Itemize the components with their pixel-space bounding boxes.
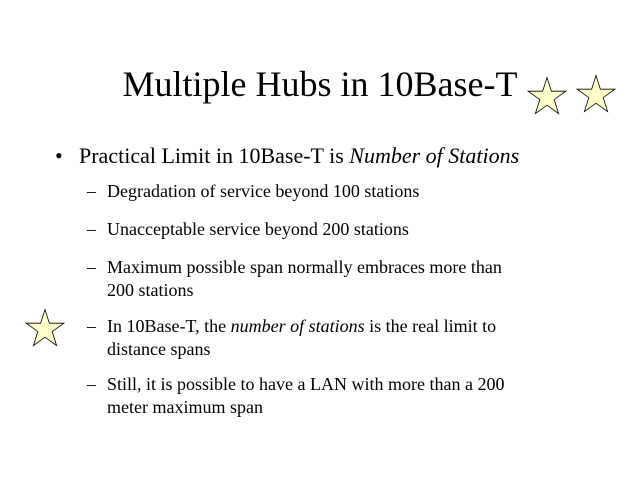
main-bullet-plain: Practical Limit in 10Base-T is xyxy=(79,143,350,168)
main-bullet-italic: Number of Stations xyxy=(349,143,520,168)
sub-bullet-marker: – xyxy=(87,316,96,336)
main-bullet-text xyxy=(79,142,519,170)
sub-bullet-marker: – xyxy=(87,181,96,201)
sub-bullet-marker: – xyxy=(87,374,96,394)
slide-title-text: Multiple Hubs in 10Base-T xyxy=(122,64,518,104)
sub-bullet-line: Maximum possible span normally embraces more than xyxy=(107,257,502,277)
sub-bullet-segment: In 10Base-T, the xyxy=(107,316,231,336)
sub-bullet-line: meter maximum span xyxy=(107,397,263,417)
sub-bullet-text: Degradation of service beyond 100 stations xyxy=(107,181,420,201)
sub-bullet-marker: – xyxy=(87,257,96,277)
sub-bullet-text xyxy=(107,256,607,302)
sub-bullet-text xyxy=(107,315,607,361)
bullet-marker: • xyxy=(55,143,63,168)
star-icon xyxy=(576,74,616,114)
sub-bullet-text xyxy=(107,373,607,419)
star-icon xyxy=(527,76,567,116)
star-icon xyxy=(25,308,65,348)
sub-bullet-text: Unacceptable service beyond 200 stations xyxy=(107,219,409,239)
sub-bullet-marker: – xyxy=(87,219,96,239)
sub-bullet-line: 200 stations xyxy=(107,280,194,300)
sub-bullet-italic: number of stations xyxy=(230,316,365,336)
sub-bullet-line: Still, it is possible to have a LAN with more than a 200 xyxy=(107,374,505,394)
sub-bullet-segment: is the real limit to xyxy=(364,316,497,336)
sub-bullet-line: distance spans xyxy=(107,339,211,359)
